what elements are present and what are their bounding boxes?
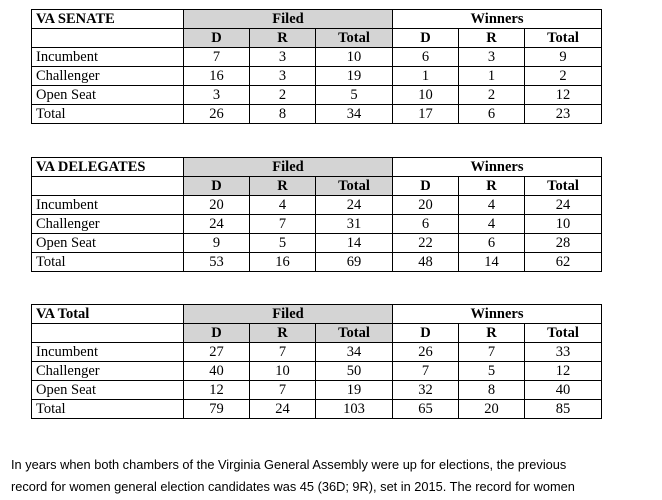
cell: 40 <box>184 362 250 381</box>
filed-group-header: Filed <box>184 158 393 177</box>
cell: 16 <box>184 67 250 86</box>
table-row <box>32 215 602 234</box>
column-header: R <box>250 29 316 48</box>
row-label: Challenger <box>32 67 184 86</box>
cell: 12 <box>525 86 602 105</box>
cell: 50 <box>316 362 393 381</box>
row-label: Total <box>32 253 184 272</box>
column-header: R <box>459 324 525 343</box>
cell: 14 <box>459 253 525 272</box>
column-header: Total <box>525 324 602 343</box>
cell: 33 <box>525 343 602 362</box>
column-header: R <box>250 177 316 196</box>
cell: 9 <box>184 234 250 253</box>
cell: 103 <box>316 400 393 419</box>
cell: 7 <box>250 381 316 400</box>
row-label: Open Seat <box>32 381 184 400</box>
column-header: D <box>393 324 459 343</box>
cell: 40 <box>525 381 602 400</box>
cell: 2 <box>459 86 525 105</box>
cell: 48 <box>393 253 459 272</box>
caption-line: In years when both chambers of the Virginia General Assembly were up for elections, the previous <box>11 457 567 472</box>
cell: 34 <box>316 105 393 124</box>
table-title: VA DELEGATES <box>32 158 184 177</box>
cell: 10 <box>525 215 602 234</box>
column-header: Total <box>316 29 393 48</box>
table-row <box>32 196 602 215</box>
cell: 62 <box>525 253 602 272</box>
cell: 9 <box>525 48 602 67</box>
table-row <box>32 362 602 381</box>
cell: 4 <box>459 196 525 215</box>
column-header: D <box>184 29 250 48</box>
cell: 6 <box>459 234 525 253</box>
column-header: D <box>184 177 250 196</box>
cell: 6 <box>459 105 525 124</box>
cell: 7 <box>250 343 316 362</box>
cell: 3 <box>459 48 525 67</box>
column-header: Total <box>316 324 393 343</box>
cell: 16 <box>250 253 316 272</box>
cell: 27 <box>184 343 250 362</box>
cell: 26 <box>393 343 459 362</box>
cell: 2 <box>250 86 316 105</box>
cell: 8 <box>459 381 525 400</box>
cell: 24 <box>250 400 316 419</box>
header-spacer <box>32 324 184 343</box>
cell: 10 <box>393 86 459 105</box>
va-senate-table <box>31 9 602 124</box>
row-label: Challenger <box>32 215 184 234</box>
cell: 32 <box>393 381 459 400</box>
cell: 23 <box>525 105 602 124</box>
table-title: VA Total <box>32 305 184 324</box>
cell: 5 <box>250 234 316 253</box>
cell: 5 <box>316 86 393 105</box>
cell: 7 <box>184 48 250 67</box>
cell: 31 <box>316 215 393 234</box>
row-label: Incumbent <box>32 343 184 362</box>
cell: 1 <box>459 67 525 86</box>
cell: 24 <box>525 196 602 215</box>
row-label: Challenger <box>32 362 184 381</box>
cell: 79 <box>184 400 250 419</box>
cell: 7 <box>393 362 459 381</box>
cell: 69 <box>316 253 393 272</box>
column-header: R <box>459 177 525 196</box>
filed-group-header: Filed <box>184 305 393 324</box>
cell: 10 <box>250 362 316 381</box>
table-title: VA SENATE <box>32 10 184 29</box>
cell: 8 <box>250 105 316 124</box>
cell: 10 <box>316 48 393 67</box>
cell: 4 <box>459 215 525 234</box>
cell: 20 <box>459 400 525 419</box>
winners-group-header: Winners <box>393 305 602 324</box>
cell: 6 <box>393 215 459 234</box>
cell: 3 <box>184 86 250 105</box>
row-label: Incumbent <box>32 48 184 67</box>
header-spacer <box>32 29 184 48</box>
cell: 1 <box>393 67 459 86</box>
table-row-total <box>32 105 602 124</box>
cell: 12 <box>525 362 602 381</box>
column-header: Total <box>525 29 602 48</box>
row-label: Total <box>32 400 184 419</box>
cell: 17 <box>393 105 459 124</box>
column-header: Total <box>525 177 602 196</box>
cell: 34 <box>316 343 393 362</box>
cell: 12 <box>184 381 250 400</box>
cell: 6 <box>393 48 459 67</box>
caption-line: record for women general election candidates was 45 (36D; 9R), set in 2015. The record for women <box>11 479 575 494</box>
column-header: D <box>184 324 250 343</box>
cell: 19 <box>316 67 393 86</box>
va-delegates-table <box>31 157 602 272</box>
filed-group-header: Filed <box>184 10 393 29</box>
cell: 2 <box>525 67 602 86</box>
cell: 24 <box>184 215 250 234</box>
column-header: R <box>250 324 316 343</box>
row-label: Total <box>32 105 184 124</box>
table-row-total <box>32 253 602 272</box>
column-header: D <box>393 177 459 196</box>
cell: 28 <box>525 234 602 253</box>
cell: 19 <box>316 381 393 400</box>
cell: 26 <box>184 105 250 124</box>
cell: 20 <box>184 196 250 215</box>
cell: 5 <box>459 362 525 381</box>
cell: 14 <box>316 234 393 253</box>
row-label: Incumbent <box>32 196 184 215</box>
column-header: Total <box>316 177 393 196</box>
row-label: Open Seat <box>32 86 184 105</box>
va-total-table <box>31 304 602 419</box>
table-row <box>32 86 602 105</box>
column-header: D <box>393 29 459 48</box>
cell: 65 <box>393 400 459 419</box>
table-row <box>32 381 602 400</box>
header-spacer <box>32 177 184 196</box>
table-row-total <box>32 400 602 419</box>
cell: 85 <box>525 400 602 419</box>
row-label: Open Seat <box>32 234 184 253</box>
table-row <box>32 343 602 362</box>
cell: 20 <box>393 196 459 215</box>
column-header: R <box>459 29 525 48</box>
table-row <box>32 234 602 253</box>
cell: 4 <box>250 196 316 215</box>
table-row <box>32 48 602 67</box>
caption-paragraph <box>11 454 656 498</box>
winners-group-header: Winners <box>393 158 602 177</box>
cell: 7 <box>459 343 525 362</box>
table-row <box>32 67 602 86</box>
cell: 53 <box>184 253 250 272</box>
cell: 22 <box>393 234 459 253</box>
cell: 3 <box>250 67 316 86</box>
cell: 7 <box>250 215 316 234</box>
cell: 3 <box>250 48 316 67</box>
cell: 24 <box>316 196 393 215</box>
winners-group-header: Winners <box>393 10 602 29</box>
